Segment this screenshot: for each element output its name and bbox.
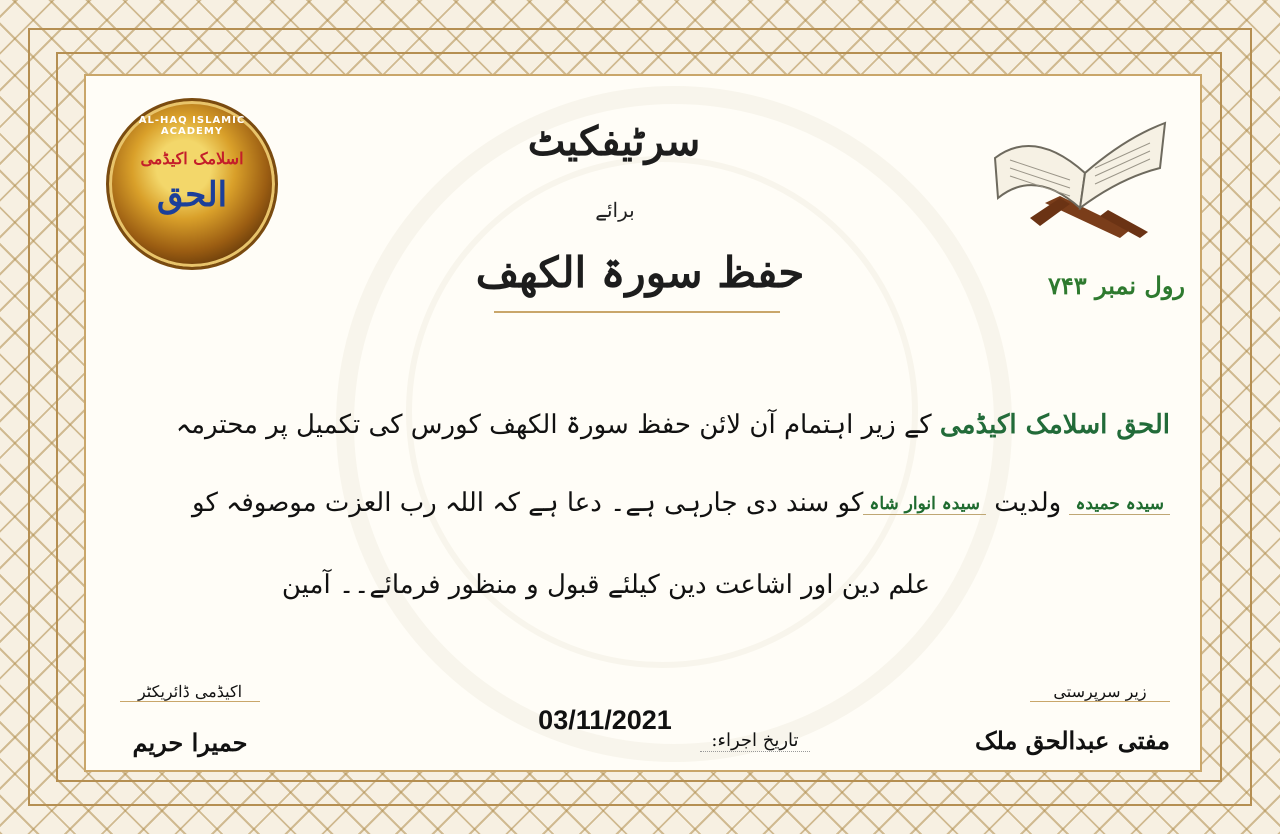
body-line-3-text: علم دین اور اشاعت دین کیلئے قبول و منظور فرمائے۔۔ آمین <box>281 570 930 600</box>
student-name-field: سیدہ حمیدہ <box>1069 493 1170 515</box>
patron-label: زیر سرپرستی <box>1030 682 1170 702</box>
body-line-1 <box>130 410 1170 440</box>
logo-ring-text: AL-HAQ ISLAMIC ACADEMY <box>138 115 246 137</box>
for-label: برائے <box>595 198 635 222</box>
body-line-2-text: کو سند دی جارہی ہے۔ دعا ہے کہ اللہ رب العزت موصوفہ کو <box>192 488 864 518</box>
academy-name: الحق اسلامک اکیڈمی <box>939 410 1170 440</box>
certificate-title: سرٹیفکیٹ <box>527 118 701 165</box>
quran-on-stand-icon <box>990 98 1170 248</box>
academy-logo <box>106 98 278 270</box>
body-line-1-text: کے زیر اہتمام آن لائن حفظ سورۃ الکھف کورس کی تکمیل پر محترمہ <box>175 410 932 440</box>
issue-date-label: تاریخ اجراء: <box>700 730 810 752</box>
director-label: اکیڈمی ڈائریکٹر <box>120 682 260 702</box>
parent-name-field: سیدہ انوار شاہ <box>863 493 986 515</box>
director-name: حمیرا حریم <box>132 728 248 757</box>
course-name: حفظ سورۃ الکھف <box>475 248 805 297</box>
course-underline <box>494 311 780 313</box>
logo-subtitle: اسلامک اکیڈمی <box>140 149 244 168</box>
logo-main-text: الحق <box>156 175 228 215</box>
parent-label: ولدیت <box>994 488 1062 518</box>
issue-date: 03/11/2021 <box>538 705 672 735</box>
roll-number: رول نمبر ۷۴۳ <box>1047 271 1185 300</box>
body-line-2 <box>130 488 1170 518</box>
patron-name: مفتی عبدالحق ملک <box>975 726 1170 755</box>
body-line-3 <box>130 570 1170 600</box>
